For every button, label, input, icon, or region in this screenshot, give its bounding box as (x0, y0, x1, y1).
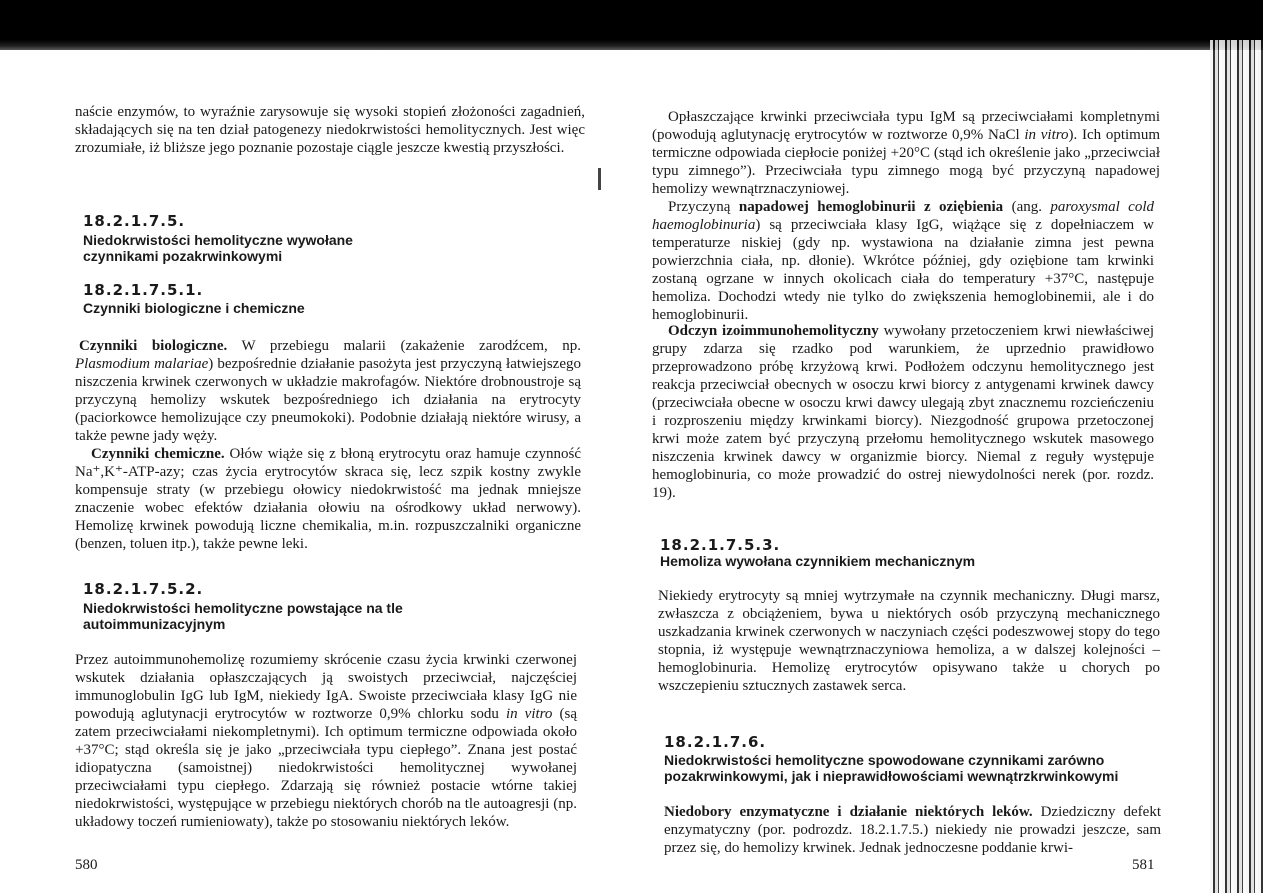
auto-text-2: (są zatem przeciwciałami niekompletnymi). Ich optimum termiczne odpowiada około +37°C; stąd określa się je jako „przeciwciała typu ciepłego”. Znana jest postać idiopatyczna (samoistnej) niedokrwistości hemolitycznej wywołanej przeciwciałami typu ciepłego. Zdarzają się również postacie wtórne takiej niedokrwistości, występujące w przebiegu niektórych chorób na tle autoagresji (np. układowy toczeń rumieniowaty), także po stosowaniu niektórych leków. (75, 706, 577, 830)
izo-lead: Odczyn izoimmunohemolityczny (668, 323, 879, 339)
section-number-18-2-1-7-6: 18.2.1.7.6. (664, 733, 767, 751)
bio-italic: Plasmodium malariae (75, 356, 209, 372)
section-number-18-2-1-7-5: 18.2.1.7.5. (83, 212, 186, 230)
section-title-autoimmunizacyjne: Niedokrwistości hemolityczne powstające na tle autoimmunizacyjnym (83, 600, 403, 632)
pch-text-3: ) są przeciwciała klasy IgG, wiążące się z dopełniaczem w temperaturze niskiej (gdy np. wystawiona na działanie zimna jest pewna powierzchnia ciała, np. dłonie). Wkrótce później, gdy oziębione tam krwinki zostaną ogrzane w innych okolicach ciała do temperatury +37°C, następuje hemoliza. Dochodzi wtedy nie tylko do zwiększenia hemoglobinemii, ale i do hemoglobinurii. (652, 217, 1154, 323)
section-number-18-2-1-7-5-3: 18.2.1.7.5.3. (660, 536, 781, 554)
igm-text-1: Opłaszczające krwinki przeciwciała typu IgM są przeciwciałami kompletnymi (powodują aglutynację erytrocytów w roztworze 0,9% NaCl (652, 109, 1160, 143)
auto-italic: in vitro (505, 706, 553, 722)
pch-text-2: (ang. (1003, 199, 1051, 215)
margin-mark (598, 168, 601, 190)
cold-haemoglobinuria-paragraph (652, 198, 1154, 324)
page-number-left: 580 (75, 857, 98, 873)
igm-text-2: ). Ich optimum termiczne odpowiada ciepłocie poniżej +20°C (stąd ich określenie jako „przeciwciał typu zimnego”). Przeciwciała typu zimnego mogą być przyczyną napadowej hemolizy wewnątrznaczyniowej. (652, 127, 1160, 197)
pch-italic: paroxysmal cold haemoglobinuria (652, 199, 1154, 233)
chem-lead: Czynniki chemiczne. (91, 446, 225, 462)
intro-paragraph: naście enzymów, to wyraźnie zarysowuje się wysoki stopień złożoności zagadnień, składających się na ten dział patogenezy niedokrwistości hemolitycznych. Jest więc zrozumiałe, iż bliższe jego poznanie pozostaje ciągle jeszcze kwestią przyszłości. (75, 104, 585, 156)
igm-italic: in vitro (1024, 127, 1069, 143)
chemical-factors-paragraph (75, 445, 581, 553)
section-title-pozakrwinkowe: Niedokrwistości hemolityczne wywołane czynnikami pozakrwinkowymi (83, 232, 353, 264)
chem-text: Ołów wiąże się z błoną erytrocytu oraz hamuje czynność Na⁺,K⁺-ATP-azy; czas życia erytrocytów skraca się, lecz szpik kostny zwykle kompensuje straty (w przebiegu ołowicy niedokrwistość ma jednak mniejsze znaczenie wobec efektów działania ołowiu na ośrodkowy układ nerwowy). Hemolizę krwinek powodują liczne chemikalia, m.in. rozpuszczalniki organiczne (benzen, toluen itp.), także pewne leki. (75, 446, 581, 552)
enz-text: Dziedziczny defekt enzymatyczny (por. podrozdz. 18.2.1.7.5.) niekiedy nie prowadzi jeszcze, sam przez się, do hemolizy krwinek. Jednak jednoczesne poddanie krwi- (664, 804, 1161, 856)
igm-paragraph (652, 108, 1160, 198)
section-number-18-2-1-7-5-2: 18.2.1.7.5.2. (83, 580, 204, 598)
book-spine-edge (1210, 40, 1263, 893)
isoimmune-paragraph (652, 322, 1154, 502)
scan-top-shadow (0, 0, 1263, 50)
enzyme-paragraph (664, 803, 1161, 857)
section-number-18-2-1-7-5-1: 18.2.1.7.5.1. (83, 281, 204, 299)
pch-bold: napadowej hemoglobinurii z oziębienia (738, 199, 1004, 215)
autoimmune-paragraph (75, 651, 577, 831)
biological-factors-paragraph (75, 337, 581, 445)
enz-lead: Niedobory enzymatyczne i działanie niektórych leków. (664, 804, 1033, 820)
auto-text-1: Przez autoimmunohemolizę rozumiemy skrócenie czasu życia krwinki czerwonej wskutek działania opłaszczających ją swoistych przeciwciał, najczęściej immunoglobulin IgG lub IgM, niekiedy IgA. Swoiste przeciwciała klasy IgG nie powodują aglutynacji erytrocytów w roztworze 0,9% chlorku sodu (75, 652, 577, 722)
bio-text-2: ) bezpośrednie działanie pasożyta jest przyczyną łatwiejszego niszczenia krwinek czerwonych w układzie makrofagów. Niektóre drobnoustroje są przyczyną hemolizy wskutek bezpośredniego ich działania na erytrocyty (paciorkowce hemolizujące czy pneumokoki). Podobnie działają niektóre wirusy, a także pewne jady węży. (75, 356, 581, 444)
section-title-biologiczne-chemiczne: Czynniki biologiczne i chemiczne (83, 300, 305, 316)
bio-lead: Czynniki biologiczne. (79, 338, 228, 354)
section-title-mieszane: Niedokrwistości hemolityczne spowodowane czynnikami zarówno pozakrwinkowymi, jak i nieprawidłowościami wewnątrzkrwinkowymi (664, 752, 1119, 784)
pch-text-1: Przyczyną (668, 199, 739, 215)
section-title-mechaniczna: Hemoliza wywołana czynnikiem mechanicznym (660, 553, 976, 569)
page-number-right: 581 (1132, 857, 1155, 873)
bio-text-1: W przebiegu malarii (zakażenie zarodźcem, np. (227, 338, 582, 354)
izo-text: wywołany przetoczeniem krwi niewłaściwej grupy zdarza się rzadko pod warunkiem, że uprzednio prawidłowo przeprowadzono próbę krzyżową krwi. Podłożem odczynu hemolitycznego jest reakcja przeciwciał obecnych w osoczu krwi biorcy z antygenami krwinek dawcy (przeciwciała obecne w osoczu krwi dawcy ulegają zbyt znacznemu rozcieńczeniu i rozproszeniu między krwinkami biorcy). Niezgodność grupowa przetoczonej krwi może zatem być przyczyną przełomu hemolitycznego wskutek masowego niszczenia krwinek dawcy w organizmie biorcy. Niemal z reguły występuje hemoglobinuria, co może prowadzić do ostrej niewydolności nerek (por. rozdz. 19). (652, 323, 1155, 501)
mechanical-paragraph: Niekiedy erytrocyty są mniej wytrzymałe na czynnik mechaniczny. Długi marsz, zwłaszcza z obciążeniem, bywa u niektórych osób przyczyną mechanicznego uszkadzania krwinek czerwonych w naczyniach części podeszwowej stopy do tego stopnia, iż występuje wewnątrznaczyniowa hemoliza, a w dalszej kolejności – hemoglobinuria. Hemolizę erytrocytów opisywano także u chorych po wszczepieniu sztucznych zastawek serca. (658, 588, 1160, 694)
